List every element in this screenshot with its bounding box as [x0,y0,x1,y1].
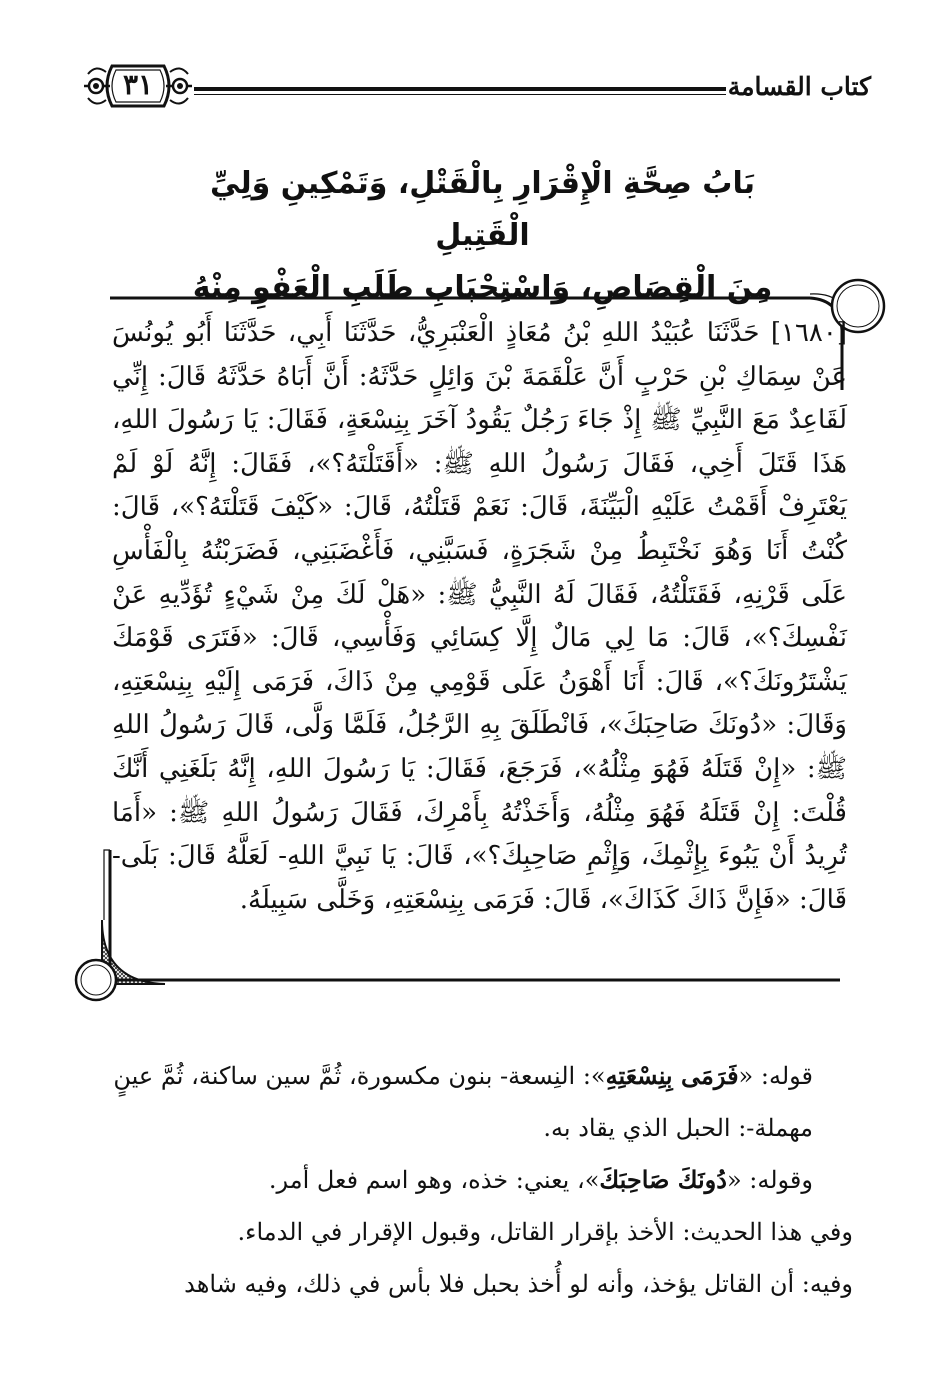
book-title: كتاب القسامة [727,72,871,101]
hadith-body: [١٦٨٠] حَدَّثَنَا عُبَيْدُ اللهِ بْنُ مُعَاذٍ الْعَنْبَرِيُّ، حَدَّثَنَا أَبِي، حَدَّثَنَا أَبُو يُونُسَ عَنْ سِمَاكِ بْنِ حَرْبٍ أَنَّ عَلْقَمَةَ بْنَ وَائِلٍ حَدَّثَهُ: أَنَّ أَبَاهُ حَدَّثَهُ قَالَ: إِنِّي لَقَاعِدٌ مَعَ النَّبِيِّ ﷺ إِذْ جَاءَ رَجُلٌ يَقُودُ آخَرَ بِنِسْعَةٍ، فَقَالَ: يَا رَسُولَ اللهِ، هَذَا قَتَلَ أَخِي، فَقَالَ رَسُولُ اللهِ ﷺ: «أَقَتَلْتَهُ؟»، فَقَالَ: إِنَّهُ لَوْ لَمْ يَعْتَرِفْ أَقَمْتُ عَلَيْهِ الْبَيِّنَةَ، قَالَ: نَعَمْ قَتَلْتُهُ، قَالَ: «كَيْفَ قَتَلْتَهُ؟»، قَالَ: كُنْتُ أَنَا وَهُوَ نَخْتَبِطُ مِنْ شَجَرَةٍ، فَسَبَّنِي، فَأَغْضَبَنِي، فَضَرَبْتُهُ بِالْفَأْسِ عَلَى قَرْنِهِ، فَقَتَلْتُهُ، فَقَالَ لَهُ النَّبِيُّ ﷺ: «هَلْ لَكَ مِنْ شَيْءٍ تُؤَدِّيهِ عَنْ نَفْسِكَ؟»، قَالَ: مَا لِي مَالٌ إِلَّا كِسَائِي وَفَأْسِي، قَالَ: «فَتَرَى قَوْمَكَ يَشْتَرُونَكَ؟»، قَالَ: أَنَا أَهْوَنُ عَلَى قَوْمِي مِنْ ذَاكَ، فَرَمَى إِلَيْهِ بِنِسْعَتِهِ، وَقَالَ: «دُونَكَ صَاحِبَكَ»، فَانْطَلَقَ بِهِ الرَّجُلُ، فَلَمَّا وَلَّى، قَالَ رَسُولُ اللهِ ﷺ: «إِنْ قَتَلَهُ فَهُوَ مِثْلُهُ»، فَرَجَعَ، فَقَالَ: يَا رَسُولَ اللهِ، إِنَّهُ بَلَغَنِي أَنَّكَ قُلْتَ: إِنْ قَتَلَهُ فَهُوَ مِثْلُهُ، وَأَخَذْتُهُ بِأَمْرِكَ، فَقَالَ رَسُولُ اللهِ ﷺ: «أَمَا تُرِيدُ أَنْ يَبُوءَ بِإِثْمِكَ، وَإِثْمِ صَاحِبِكَ؟»، قَالَ: يَا نَبِيَّ اللهِ- لَعَلَّهُ قَالَ: بَلَى- قَالَ: «فَإِنَّ ذَاكَ كَذَاكَ»، قَالَ: فَرَمَى بِنِسْعَتِهِ، وَخَلَّى سَبِيلَهُ. [112,318,847,915]
commentary-text: وقوله: « [726,1166,813,1194]
page-number: ٣١ [122,68,154,101]
chapter-title-line-2: مِنَ الْقِصَاصِ، وَاسْتِحْبَابِ طَلَبِ الْعَفْوِ مِنْهُ [192,270,773,305]
commentary-text: »، يعني: خذه، وهو اسم فعل أمر. [268,1166,600,1194]
commentary-term: دُونَكَ صَاحِبَكَ [599,1165,727,1194]
commentary-paragraph: وفي هذا الحديث: الأخذ بإقرار القاتل، وقبول الإقرار في الدماء. [237,1218,853,1246]
commentary-paragraph [78,1050,853,1154]
commentary-text: »: النِسعة- بنون مكسورة، ثُمَّ سين ساكنة، ثُمَّ عينٍ مهملة-: الحبل الذي يقاد به. [113,1062,813,1142]
commentary-paragraph [78,1154,853,1206]
commentary [78,1050,853,1310]
commentary-text: قوله: « [738,1062,813,1090]
commentary-term: فَرَمَى بِنِسْعَتِهِ [605,1061,739,1090]
commentary-paragraph: وفيه: أن القاتل يؤخذ، وأنه لو أُخذ بحبل فلا بأس في ذلك، وفيه شاهد [184,1270,853,1298]
chapter-title-line-1: بَابُ صِحَّةِ الْإِقْرَارِ بِالْقَتْلِ، وَتَمْكِينِ وَلِيِّ الْقَتِيلِ [210,166,755,253]
